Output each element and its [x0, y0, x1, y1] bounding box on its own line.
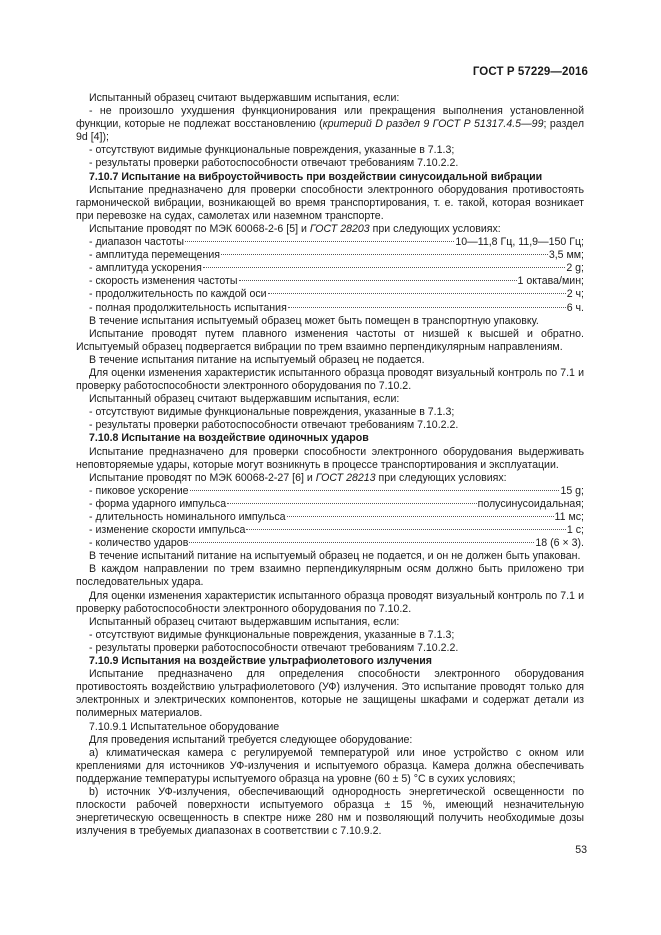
param-row: - амплитуда перемещения 3,5 мм; — [89, 249, 584, 262]
section-heading-7-10-9: 7.10.9 Испытания на воздействие ультрафиолетового излучения — [89, 655, 432, 668]
list-item: - не произошло ухудшения функционирования или прекращения выполнения установленной функции, которые не подлежат восстановлению (критерий D раздел 9 ГОСТ Р 51317.4.5—99; раздел 9d [4]); — [76, 105, 585, 144]
param-row: - форма ударного импульса полусинусоидальная; — [89, 497, 584, 510]
paragraph: Испытанный образец считают выдержавшим испытания, если: — [89, 393, 400, 406]
paragraph: Для проведения испытаний требуется следующее оборудование: — [89, 733, 413, 746]
paragraph: Испытание проводят путем плавного изменения частоты от низшей к высшей и обратно. Испытуемый образец подвергается вибрации по трем взаимно перпендикулярным направлениям. — [76, 327, 584, 353]
param-row: - изменение скорости импульса 1 с; — [89, 524, 584, 537]
list-item: - результаты проверки работоспособности отвечают требованиям 7.10.2.2. — [89, 419, 459, 432]
param-row: - длительность номинального импульса 11 мс; — [89, 511, 584, 523]
param-row: - полная продолжительность испытания 6 ч. — [89, 301, 584, 314]
param-row: - амплитуда ускорения 2 g; — [89, 262, 584, 275]
paragraph: Испытание проводят по МЭК 60068-2-27 [6] и ГОСТ 28213 при следующих условиях: — [89, 471, 507, 484]
paragraph: Испытание предназначено для проверки способности электронного оборудования противостоять гармонической вибрации, возникающей во время транспортирования, т. е. такой, которая возникает при перевозке на судах, самолетах или наземном транспорте. — [76, 183, 584, 222]
document-body — [76, 92, 584, 838]
param-row: - скорость изменения частоты 1 октава/мин; — [89, 275, 584, 288]
paragraph: В течение испытания испытуемый образец может быть помещен в транспортную упаковку. — [89, 314, 539, 327]
document-code: ГОСТ Р 57229—2016 — [472, 66, 588, 78]
list-item: - результаты проверки работоспособности отвечают требованиям 7.10.2.2. — [89, 157, 459, 170]
list-item: - отсутствуют видимые функциональные повреждения, указанные в 7.1.3; — [89, 628, 455, 641]
list-item: а) климатическая камера с регулируемой температурой или иное устройство с окном или креплениями для источников УФ-излучения и испытуемого образца. Камера должна обеспечивать поддержание температуры испытуемого образца на уровне (60 ± 5) °С в сухих условиях; — [76, 746, 584, 785]
paragraph: В каждом направлении по трем взаимно перпендикулярным осям должно быть приложено три последовательных удара. — [76, 563, 584, 589]
list-item: - отсутствуют видимые функциональные повреждения, указанные в 7.1.3; — [89, 144, 455, 157]
paragraph: Для оценки изменения характеристик испытанного образца проводят визуальный контроль по 7.1 и проверку работоспособности электронного оборудования по 7.10.2. — [76, 366, 584, 393]
list-item: - результаты проверки работоспособности отвечают требованиям 7.10.2.2. — [89, 641, 459, 654]
param-row: - продолжительность по каждой оси 2 ч; — [89, 288, 584, 301]
page-number: 53 — [575, 844, 587, 856]
param-row: - диапазон частоты 10—11,8 Гц, 11,9—150 Гц; — [89, 236, 584, 249]
paragraph: Испытание предназначено для проверки способности электронного оборудования выдерживать неповторяемые удары, которые могут возникнуть в процессе транспортирования и эксплуатации. — [76, 445, 584, 471]
list-item: b) источник УФ-излучения, обеспечивающий однородность энергетической освещенности по плоскости рабочей поверхности испытуемого образца ± 15 %, имеющий незначительную энергетическую освещенность в спектре ниже 280 нм и позволяющий получить необходимые дозы излучения в требуемых диапазонах в соответствии с 7.10.9.2. — [76, 785, 584, 838]
section-heading-7-10-8: 7.10.8 Испытание на воздействие одиночных ударов — [89, 432, 369, 445]
paragraph: В течение испытания питание на испытуемый образец не подается. — [89, 353, 425, 366]
standard-reference: ГОСТ 28203 — [309, 222, 370, 235]
param-row: - пиковое ускорение 15 g; — [89, 484, 584, 497]
paragraph: Испытание проводят по МЭК 60068-2-6 [5] и ГОСТ 28203 при следующих условиях: — [89, 222, 501, 235]
paragraph: В течение испытаний питание на испытуемый образец не подается, и он не должен быть упакован. — [89, 550, 581, 563]
paragraph: Испытание предназначено для определения способности электронного оборудования противостоять воздействию ультрафиолетового (УФ) излучения. Это испытание проводят только для электронных и электрических компонентов, которые не защищены шкафами и содержат детали из полимерных материалов. — [76, 668, 584, 720]
paragraph: Испытанный образец считают выдержавшим испытания, если: — [89, 92, 400, 104]
paragraph: Для оценки изменения характеристик испытанного образца проводят визуальный контроль по 7.1 и проверку работоспособности электронного оборудования по 7.10.2. — [76, 589, 584, 615]
subsection-heading: 7.10.9.1 Испытательное оборудование — [89, 720, 280, 733]
list-item: - отсутствуют видимые функциональные повреждения, указанные в 7.1.3; — [89, 406, 455, 419]
param-row: - количество ударов 18 (6 × 3). — [89, 537, 584, 550]
section-heading-7-10-7: 7.10.7 Испытание на виброустойчивость при воздействии синусоидальной вибрации — [89, 170, 543, 183]
standard-reference: критерий D раздел 9 ГОСТ Р 51317.4.5—99 — [322, 118, 544, 131]
standard-reference: ГОСТ 28213 — [315, 471, 376, 484]
paragraph: Испытанный образец считают выдержавшим испытания, если: — [89, 615, 400, 628]
